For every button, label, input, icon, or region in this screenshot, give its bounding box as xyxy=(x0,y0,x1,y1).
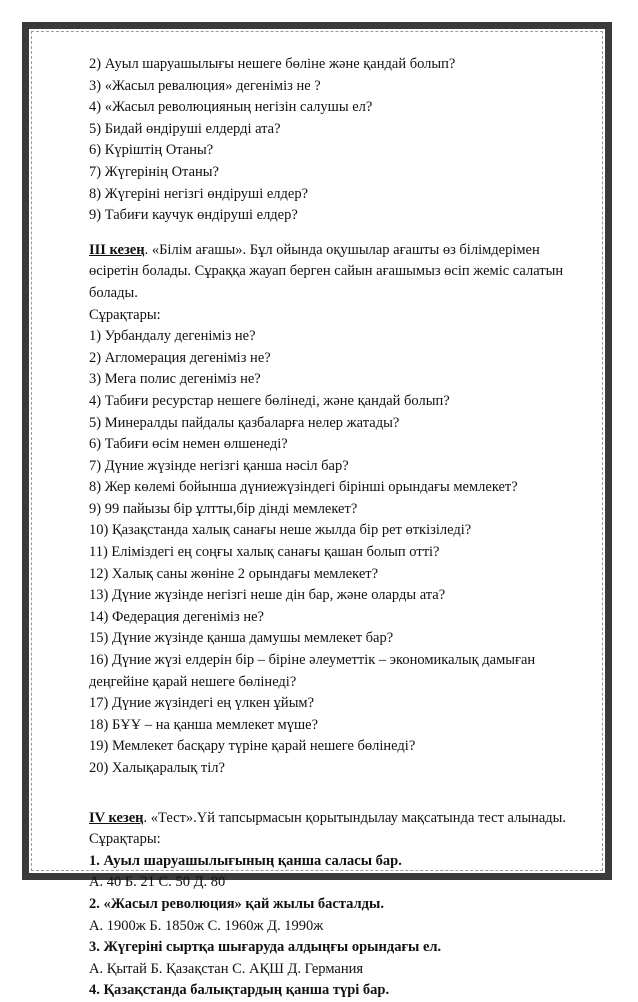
list-item: 8) Жүгеріні негізгі өндіруші елдер? xyxy=(89,185,309,202)
list-item: 4) «Жасыл революцияның негізін салушы ел? xyxy=(89,99,373,116)
question-item: 17) Дүние жүзіндегі ең үлкен ұйым? xyxy=(89,695,315,712)
test-question: 3. Жүгеріні сыртқа шығаруда алдыңғы орындағы ел. xyxy=(89,939,442,956)
list-item: 7) Жүгерінің Отаны? xyxy=(89,163,219,180)
stage4-intro xyxy=(89,808,601,830)
question-item: 3) Мега полис дегеніміз не? xyxy=(89,371,261,388)
stage3-text-line: болады. xyxy=(89,284,138,301)
test-question: 2. «Жасыл революция» қай жылы басталды. xyxy=(89,895,384,912)
question-item: 7) Дүние жүзінде негізгі қанша нәсіл бар? xyxy=(89,457,349,474)
question-item: деңгейіне қарай нешеге бөлінеді? xyxy=(89,673,297,690)
stage4-text: . «Тест».Үй тапсырмасын қорытындылау мақсатында тест алынады. xyxy=(143,809,567,826)
test-question: 4. Қазақстанда балықтардың қанша түрі бар. xyxy=(89,982,390,999)
question-item: 5) Минералды пайдалы қазбаларға нелер жатады? xyxy=(89,414,400,431)
question-item: 19) Мемлекет басқару түріне қарай нешеге бөлінеді? xyxy=(89,738,416,755)
stage3-text-line: өсіретін болады. Сұраққа жауап берген сайын ағашымыз өсіп жеміс салатын xyxy=(89,263,564,280)
question-item: 2) Агломерация дегеніміз не? xyxy=(89,349,271,366)
question-item: 8) Жер көлемі бойынша дүниежүзіндегі бірінші орындағы мемлекет? xyxy=(89,479,518,496)
test-answers: А. 1900ж Б. 1850ж С. 1960ж Д. 1990ж xyxy=(89,917,324,934)
question-item: 1) Урбандалу дегеніміз не? xyxy=(89,328,256,345)
question-item: 4) Табиғи ресурстар нешеге бөлінеді, және қандай болып? xyxy=(89,392,450,409)
question-item: 11) Еліміздегі ең соңғы халық санағы қашан болып отті? xyxy=(89,544,440,561)
list-item: 2) Ауыл шаруашылығы нешеге бөліне және қандай болып? xyxy=(89,56,456,72)
test-question: 1. Ауыл шаруашылығының қанша саласы бар. xyxy=(89,852,402,869)
list-item: 6) Күріштің Отаны? xyxy=(89,142,214,159)
stage3-intro xyxy=(89,240,601,262)
stage4-label: ІV кезең xyxy=(89,809,144,826)
stage3-questions-label: Сұрақтары: xyxy=(89,306,161,323)
question-item: 12) Халық саны жөніне 2 орындағы мемлекет? xyxy=(89,565,379,582)
question-item: 9) 99 пайызы бір ұлтты,бір дінді мемлекет? xyxy=(89,500,358,517)
document-body xyxy=(89,54,601,1002)
question-item: 16) Дүние жүзі елдерін бір – біріне әлеуметтік – экономикалық дамыған xyxy=(89,652,536,669)
question-item: 15) Дүние жүзінде қанша дамушы мемлекет бар? xyxy=(89,630,394,647)
list-item: 3) «Жасыл ревалюция» дегеніміз не ? xyxy=(89,77,321,94)
question-item: 14) Федерация дегеніміз не? xyxy=(89,608,264,625)
stage4-questions-label: Сұрақтары: xyxy=(89,831,161,848)
stage3-label: ІІІ кезең xyxy=(89,241,145,258)
stage3-text: . «Білім ағашы». Бұл ойында оқушылар ағашты өз білімдерімен xyxy=(144,241,540,258)
question-item: 6) Табиғи өсім немен өлшенеді? xyxy=(89,436,288,453)
question-item: 13) Дүние жүзінде негізгі неше дін бар, және оларды ата? xyxy=(89,587,446,604)
list-item: 5) Бидай өндіруші елдерді ата? xyxy=(89,120,281,137)
test-answers: А. Қытай Б. Қазақстан С. АҚШ Д. Германия xyxy=(89,960,364,977)
question-item: 18) БҰҰ – на қанша мемлекет мүше? xyxy=(89,716,319,733)
question-item: 20) Халықаралық тіл? xyxy=(89,760,225,776)
question-item: 10) Қазақстанда халық санағы неше жылда бір рет өткізіледі? xyxy=(89,522,472,539)
test-answers: А. 40 Б. 21 С. 50 Д. 80 xyxy=(89,874,226,891)
list-item: 9) Табиғи каучук өндіруші елдер? xyxy=(89,207,298,224)
